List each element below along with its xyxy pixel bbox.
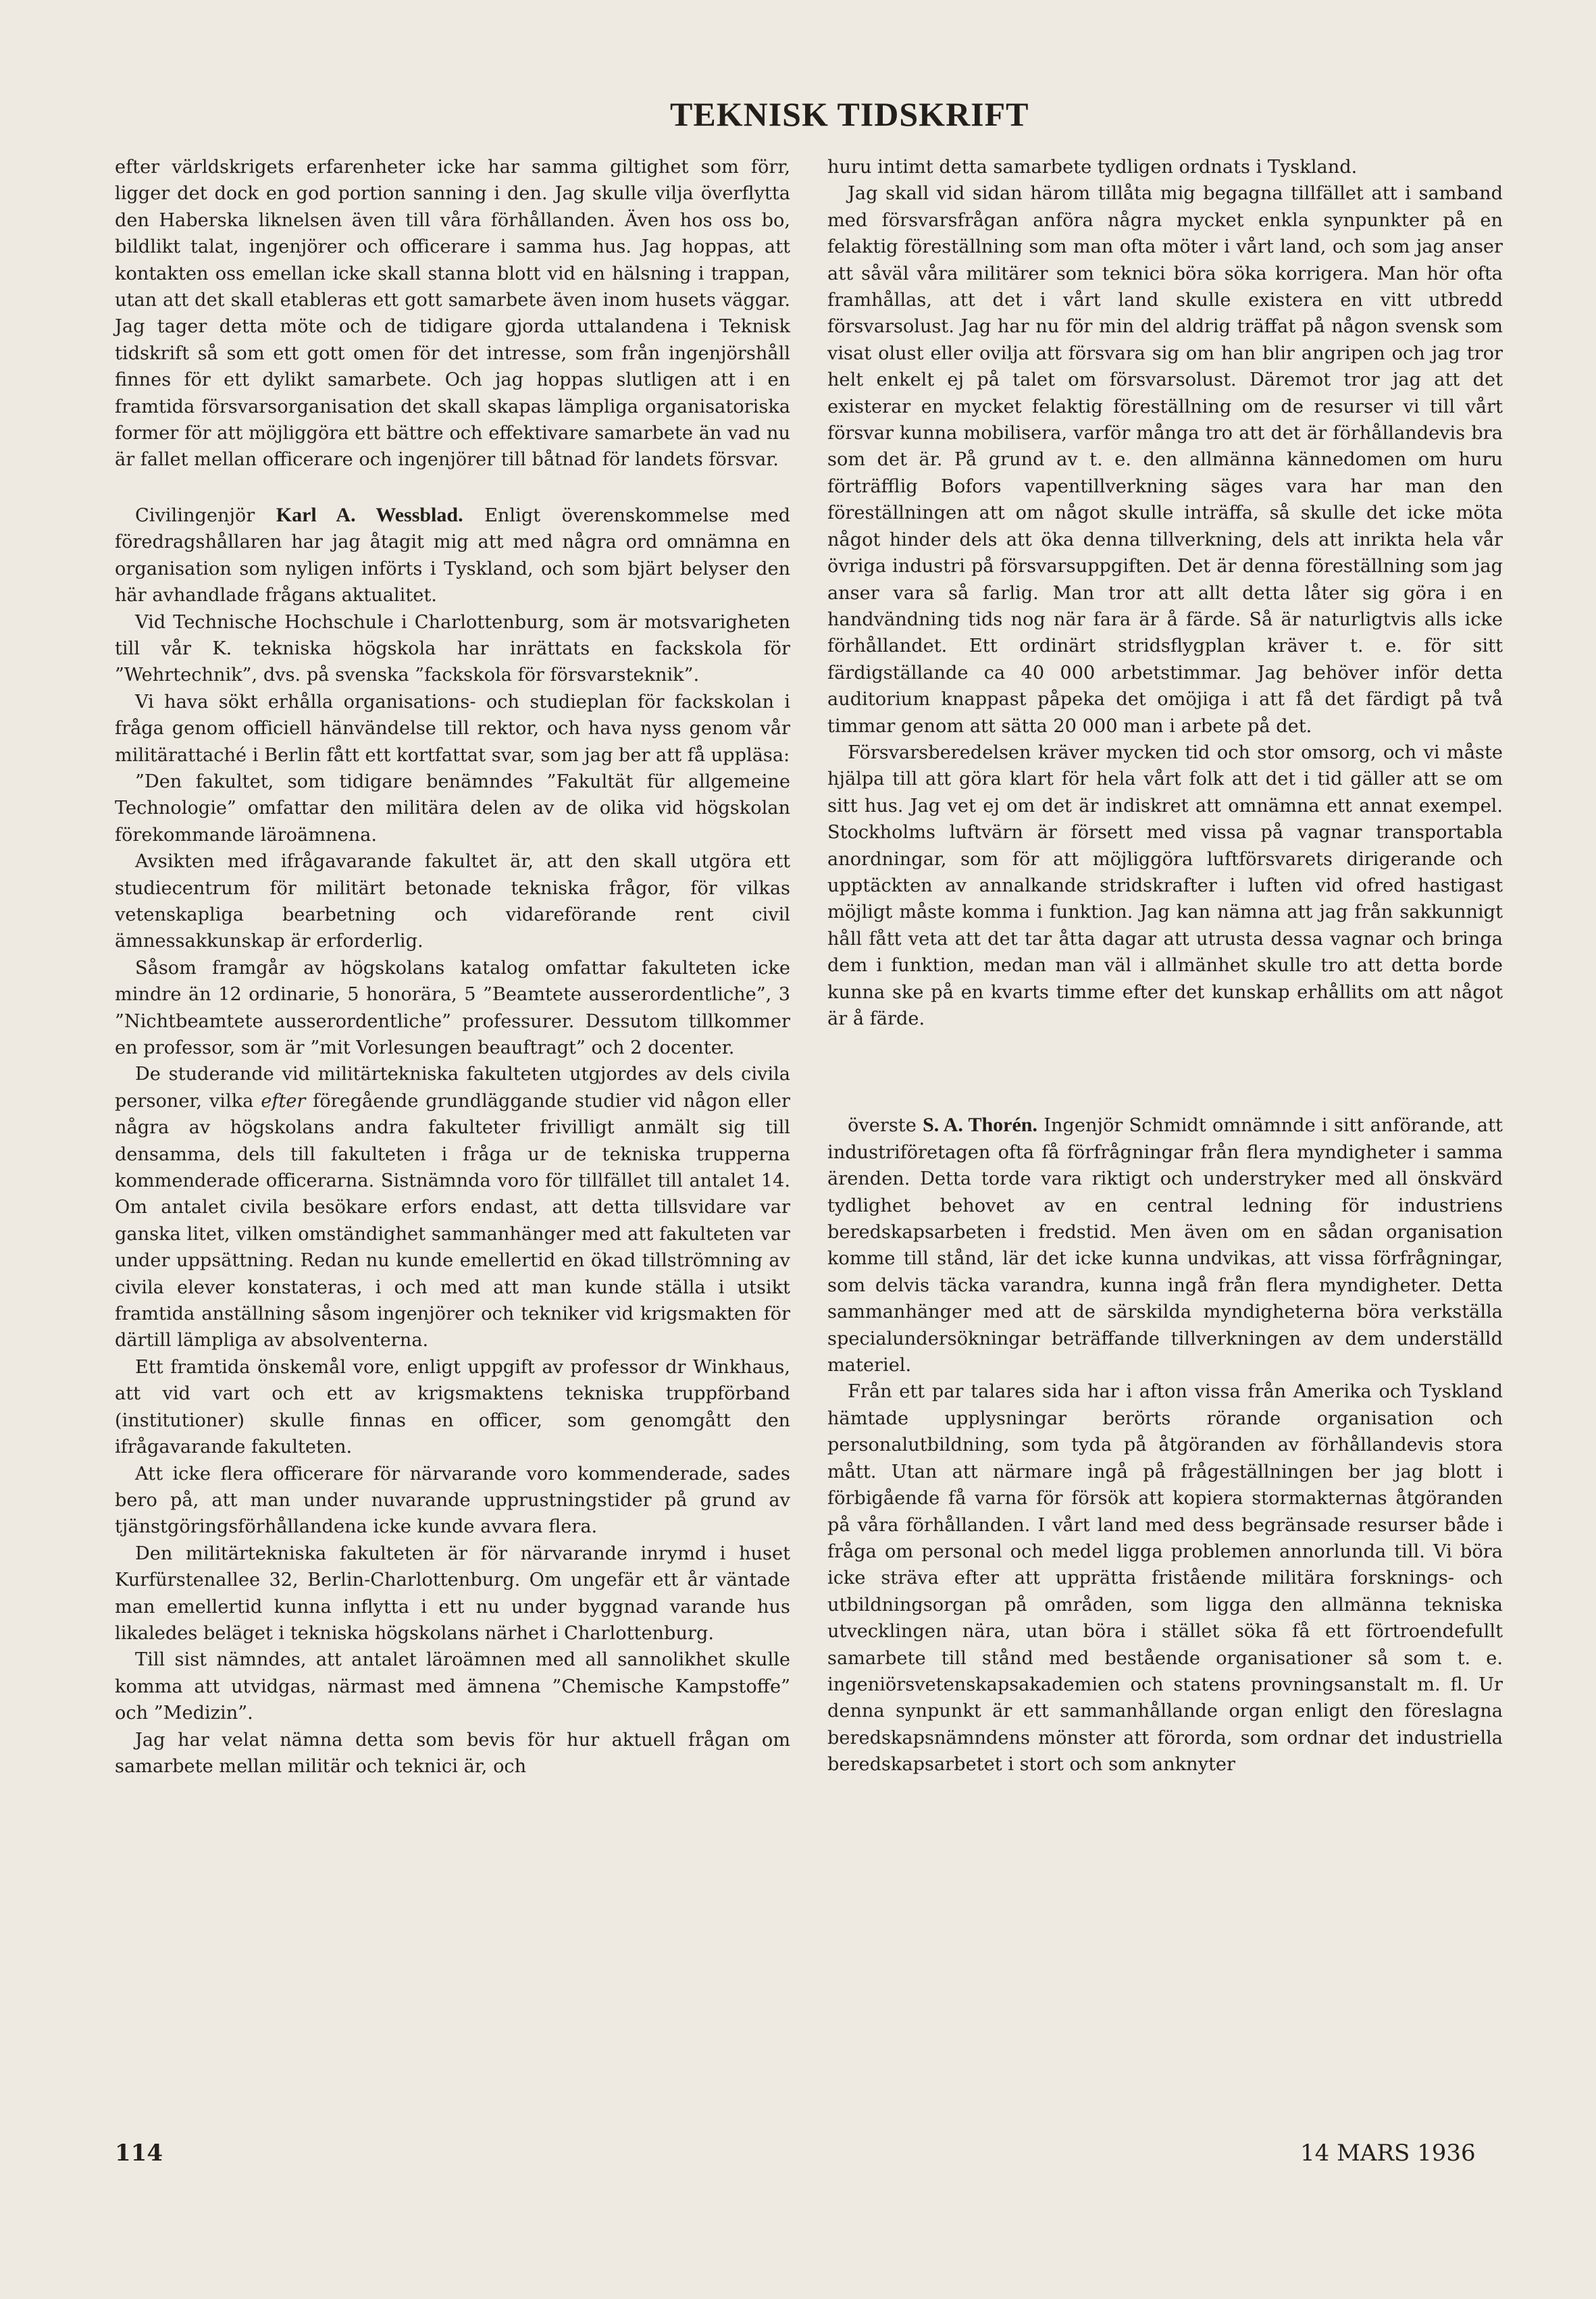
paragraph: Att icke flera officerare för närvarande voro kommenderade, sades bero på, att man under nuvarande upprustningstider på grund av tjänstgöringsförhållandena icke kunde avvara flera. [115,1463,790,1538]
emphasis-text: efter [261,1090,306,1112]
speaker-paragraph [115,502,790,609]
paragraph: Försvarsberedelsen kräver mycken tid och stor omsorg, och vi måste hjälpa till att göra klart för hela vårt folk att det i tid gäller att se om sitt hus. Jag vet ej om det är indiskret att omnämna ett annat exempel. Stockholms luftvärn är försett med vissa på vagnar transportabla anordningar, som för att möjliggöra luftförsvarets dirigerande och upptäckten av annalkande stridskrafter i luften vid ofred hastigast möjligt måste komma i funktion. Jag kan nämna att jag från sakkunnigt håll fått veta att det tar åtta dagar att utrusta dessa vagnar och bringa dem i funktion, medan man väl i allmänhet skulle tro att detta borde kunna ske på en kvarts timme efter det kunskap erhållits om att något är å färde. [827,742,1503,1029]
paragraph-text: föregående grundläggande studier vid någon eller några av högskolans andra fakulteter frivilligt anmält sig till densamma, dels till fakulteten i fråga ur de tekniska trupperna kommenderade officerarna. Sistnämnda voro för tillfället till antalet 14. Om antalet civila besökare erfors endast, att detta tillsvidare var ganska litet, vilken omständighet sammanhänger med att fakulteten var under uppsättning. Redan nu kunde emellertid en ökad tillströmning av civila elever konstateras, i och med att man kunde ställa i utsikt framtida anställning såsom ingenjörer och tekniker vid krigsmakten för därtill lämpliga av absolventerna. [115,1090,790,1351]
paragraph: Såsom framgår av högskolans katalog omfattar fakulteten icke mindre än 12 ordinarie, 5 honorära, 5 ”Beamtete ausserordentliche”, 3 ”Nichtbeamtete ausserordentliche” professurer. Dessutom tillkommer en professor, som är ”mit Vorlesungen beauftragt” och 2 docenter. [115,957,790,1058]
paragraph: Ett framtida önskemål vore, enligt uppgift av professor dr Winkhaus, att vid vart och ett av krigsmaktens tekniska truppförband (institutioner) skulle finnas en officer, som genomgått den ifrågavarande fakulteten. [115,1356,790,1458]
speaker-name: S. A. Thorén. [923,1114,1037,1137]
speaker-title: Civilingenjör [135,505,255,526]
speaker-text: Ingenjör Schmidt omnämnde i sitt anförande, att industriföretagen ofta få förfrågningar från flera myndigheter i samma ärenden. Detta torde vara riktigt och understryker med all önskvärd tydlighet behovet av en central ledning för industriens beredskapsarbeten i fredstid. Men även om en sådan organisation komme till stånd, lär det icke kunna undvikas, att vissa förfrågningar, som delvis täcka varandra, kunna ingå från flera myndigheter. Detta sammanhänger med att de särskilda myndigheterna böra verkställa specialundersökningar beträffande tillverkningen av dem underställd materiel. [827,1115,1503,1376]
left-column [115,154,790,1780]
speaker-name: Karl A. Wessblad. [276,503,463,526]
journal-title: TEKNISK TIDSKRIFT [670,95,1029,133]
paragraph: huru intimt detta samarbete tydligen ordnats i Tyskland. [827,157,1358,178]
paragraph [115,1061,790,1353]
page-number: 114 [115,2140,163,2167]
paragraph: Jag skall vid sidan härom tillåta mig begagna tillfället att i samband med försvarsfrågan anföra några mycket enkla synpunkter på en felaktig föreställning som man ofta möter i vårt land, och som jag anser att såväl våra militärer som teknici böra söka korrigera. Man hör ofta framhållas, att det i vårt land skulle existera en vitt utbredd försvarsolust. Jag har nu för min del aldrig träffat på någon svensk som visat olust eller ovilja att försvara sig om han blir angripen och jag tror helt enkelt ej på talet om försvarsolust. Däremot tror jag att det existerar en mycket felaktig föreställning om de resurser vi till vårt försvar kunna mobilisera, varför många tro att det är förhållandevis bra som det är. På grund av t. e. den allmänna kännedomen om huru förträfflig Bofors vapentillverkning säges vara har man den föreställningen att om något skulle inträffa, så skulle det icke möta något hinder dels att öka denna tillverkning, dels att inrikta hela vår övriga industri på försvarsuppgiften. Det är denna föreställning som jag anser vara så farlig. Man tror att allt detta låter sig göra i en handvändning tids nog när fara är å färde. Så är naturligtvis alls icke förhållandet. Ett ordinärt stridsflygplan kräver t. e. för sitt färdigställande ca 40 000 arbetstimmar. Jag behöver inför detta auditorium knappast påpeka det omöjiga i att få det färdigt på två timmar genom att sätta 20 000 man i arbete på det. [827,183,1503,737]
paragraph: efter världskrigets erfarenheter icke har samma giltighet som förr, ligger det dock en god portion sanning i den. Jag skulle vilja överflytta den Haberska liknelsen även till våra förhållanden. Även hos oss bo, bildlikt talat, ingenjörer och officerare i samma hus. Jag hoppas, att kontakten oss emellan icke skall stanna blott vid en hälsning i trappan, utan att det skall etableras ett gott samarbete även inom husets väggar. Jag tager detta möte och de tidigare gjorda uttalandena i Teknisk tidskrift så som ett gott omen för det intresse, som från ingenjörshåll finnes för ett dylikt samarbete. Och jag hoppas slutligen att i en framtida försvarsorganisation det skall skapas lämpliga organisatoriska former för att möjliggöra ett bättre och effektivare samarbete än vad nu är fallet mellan officerare och ingenjörer till båtnad för landets försvar. [115,157,790,471]
paragraph: Jag har velat nämna detta som bevis för hur aktuell frågan om samarbete mellan militär och teknici är, och [115,1729,790,1777]
paragraph: Den militärtekniska fakulteten är för närvarande inrymd i huset Kurfürstenallee 32, Berlin-Charlottenburg. Om ungefär ett år väntade man emellertid kunna inflytta i ett nu under byggnad varande hus likaledes beläget i tekniska högskolans närhet i Charlottenburg. [115,1543,790,1644]
paragraph: Vid Technische Hochschule i Charlottenburg, som är motsvarigheten till vår K. tekniska högskola har inrättats en fackskola för ”Wehrtechnik”, dvs. på svenska ”fackskola för försvarsteknik”. [115,611,790,686]
paragraph: Avsikten med ifrågavarande fakultet är, att den skall utgöra ett studiecentrum för militärt betonade tekniska frågor, för vilkas vetenskapliga bearbetning och vidareförande rent civil ämnessakkunskap är erforderlig. [115,851,790,952]
issue-date: 14 MARS 1936 [1300,2140,1476,2167]
right-column [827,154,1503,1778]
paragraph: Till sist nämndes, att antalet läroämnen med all sannolikhet skulle komma att utvidgas, närmast med ämnena ”Chemische Kampstoffe” och ”Medizin”. [115,1649,790,1724]
speaker-title: överste [848,1115,917,1137]
paragraph: Vi hava sökt erhålla organisations- och studieplan för fackskolan i fråga genom officiell hänvändelse till rektor, och hava nyss genom vår militärattaché i Berlin fått ett kortfattat svar, som jag ber att få uppläsa: [115,691,790,766]
paragraph-text: De studerande vid militärtekniska fakulteten utgjordes av dels civila personer, vilka [115,1064,790,1112]
speaker-paragraph [827,1112,1503,1378]
paragraph: ”Den fakultet, som tidigare benämndes ”Fakultät für allgemeine Technologie” omfattar den militära delen av de olika vid högskolan förekommande läroämnena. [115,771,790,846]
speaker-text: Enligt överenskommelse med föredragshållaren har jag åtagit mig att med några ord omnämna en organisation som nyligen införts i Tyskland, och som bjärt belyser den här avhandlade frågans aktualitet. [115,505,790,606]
paragraph: Från ett par talares sida har i afton vissa från Amerika och Tyskland hämtade upplysningar berörts rörande organisation och personalutbildning, som tyda på åtgöranden av förhållandevis stora mått. Utan att närmare ingå på frågeställningen ber jag blott i förbigående få varna för försök att kopiera stormakternas åtgöranden på våra förhållanden. I vårt land med dess begränsade resurser både i fråga om personal och medel ligga problemen annorlunda till. Vi böra icke sträva efter att upprätta fristående militära forsknings- och utbildningsorgan på områden, som ligga den allmänna tekniska utvecklingen nära, utan böra i stället söka få ett förtroendefullt samarbete till stånd med bestående organisationer så som t. e. ingeniörsvetenskapsakademien och statens provningsanstalt m. fl. Ur denna synpunkt är ett sammanhållande organ enligt den föreslagna beredskapsnämndens mönster att förorda, som ordnar det industriella beredskapsarbetet i stort och som anknyter [827,1381,1503,1776]
